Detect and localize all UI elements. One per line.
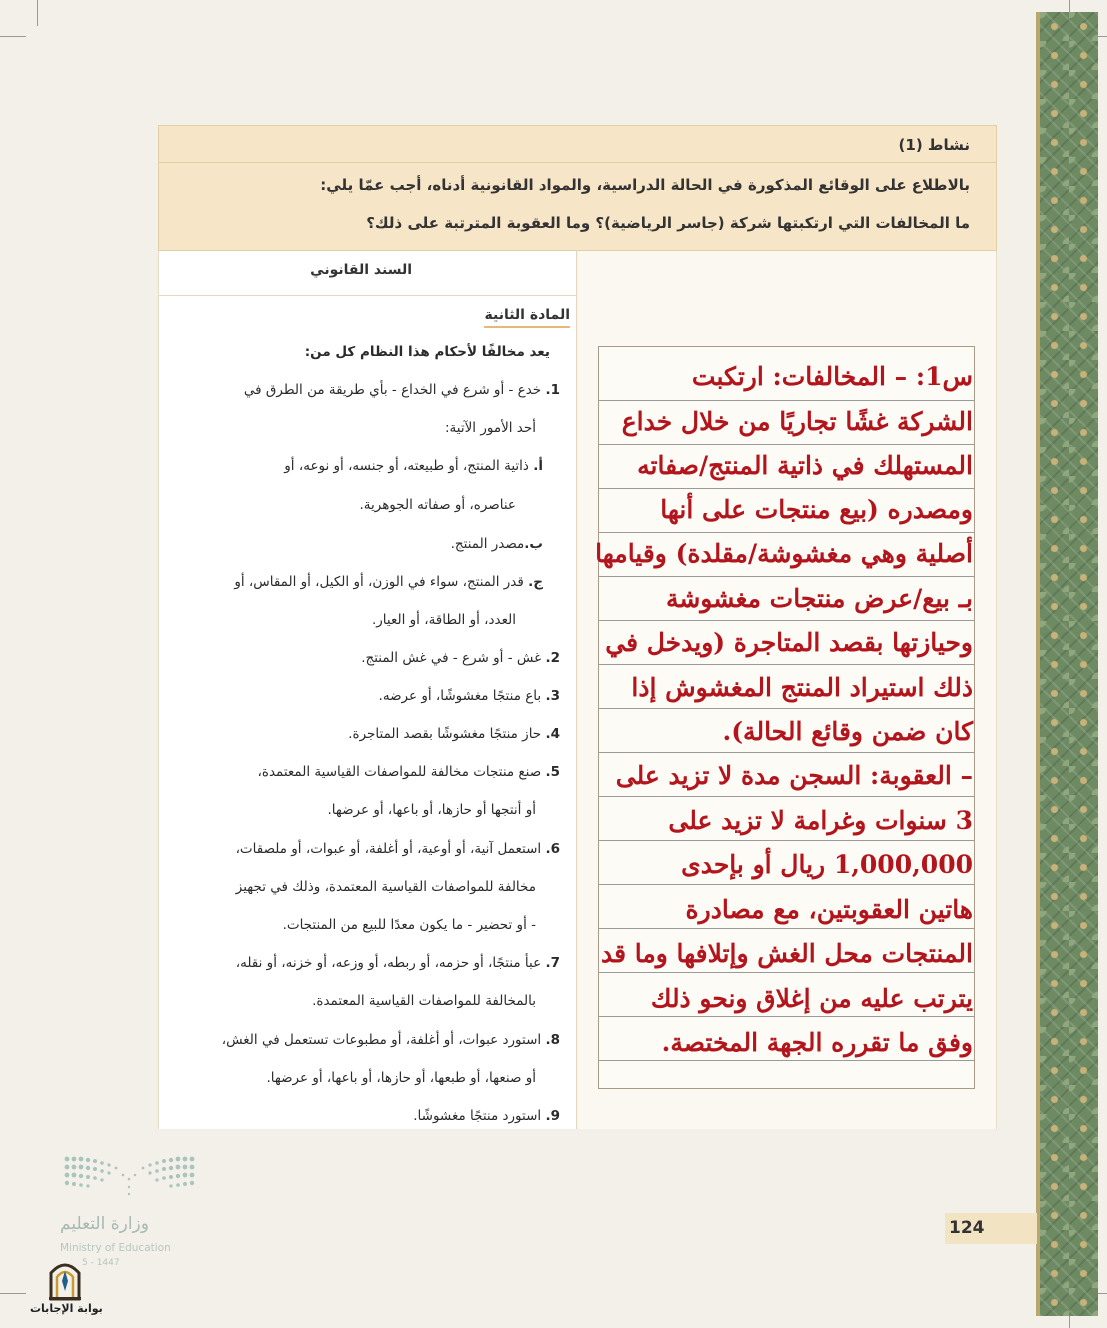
legal-reference-header: السند القانوني: [159, 251, 577, 296]
answer-line: المنتجات محل الغش وإتلافها وما قد: [600, 939, 973, 968]
answer-line: – العقوبة: السجن مدة لا تزيد على: [615, 761, 973, 790]
crop-mark: [0, 1293, 26, 1294]
legal-item: 8. استورد عبوات، أو أغلفة، أو مطبوعات تستعمل في الغش،: [221, 1032, 560, 1048]
legal-intro: يعد مخالفًا لأحكام هذا النظام كل من:: [304, 344, 550, 360]
answer-line: 1,000,000 ريال أو بإحدى: [681, 850, 973, 879]
legal-item-cont: أو أنتجها أو حازها، أو باعها، أو عرضها.: [327, 802, 536, 818]
answer-line: كان ضمن وقائع الحالة).: [722, 717, 973, 746]
answer-line: ومصدره (بيع منتجات على أنها: [660, 495, 973, 524]
legal-item: 4. حاز منتجًا مغشوشًا بقصد المتاجرة.: [348, 726, 560, 742]
answer-line: يترتب عليه من إغلاق ونحو ذلك: [650, 984, 973, 1013]
answer-line: الشركة غشًا تجاريًا من خلال خداع: [621, 407, 973, 436]
legal-item-cont: بالمخالفة للمواصفات القياسية المعتمدة.: [312, 993, 536, 1009]
answer-line: 3 سنوات وغرامة لا تزيد على: [668, 806, 973, 835]
answer-line: ذلك استيراد المنتج المغشوش إذا: [631, 673, 973, 702]
answer-line: وفق ما تقرره الجهة المختصة.: [661, 1028, 973, 1057]
legal-item: 3. باع منتجًا مغشوشًا، أو عرضه.: [378, 688, 560, 704]
decorative-border: [1040, 12, 1098, 1316]
crop-mark: [0, 36, 26, 37]
legal-subitem-cont: العدد، أو الطاقة، أو العيار.: [371, 612, 516, 628]
legal-item: 2. غش - أو شرع - في غش المنتج.: [361, 650, 560, 666]
answer-line: أصلية وهي مغشوشة/مقلدة) وقيامها: [595, 539, 973, 568]
legal-subitem: ب.مصدر المنتج.: [450, 536, 543, 552]
legal-item: 9. استورد منتجًا مغشوشًا.: [413, 1108, 560, 1124]
activity-instruction: بالاطلاع على الوقائع المذكورة في الحالة الدراسية، والمواد القانونية أدناه، أجب عمّا يلي:: [320, 176, 970, 194]
legal-item: 1. خدع - أو شرع في الخداع - بأي طريقة من الطرق في: [243, 382, 560, 398]
article-title: المادة الثانية: [484, 307, 570, 328]
ministry-name: وزارة التعليم: [60, 1214, 149, 1234]
portal-logo-icon: [45, 1255, 85, 1301]
legal-item-cont: أو صنعها، أو طبعها، أو حازها، أو باعها، أو عرضها.: [266, 1070, 536, 1086]
page-number: 124: [945, 1213, 1037, 1244]
activity-title: نشاط (1): [898, 136, 970, 154]
ministry-year: 5 - 1447: [82, 1258, 120, 1268]
legal-subitem-cont: عناصره، أو صفاته الجوهرية.: [359, 497, 516, 513]
answer-line: هاتين العقوبتين، مع مصادرة: [685, 895, 973, 924]
legal-item: 6. استعمل آنية، أو أوعية، أو أغلفة، أو عبوات، أو ملصقات،: [235, 841, 560, 857]
crop-mark: [37, 0, 38, 26]
answer-line: بـ بيع/عرض منتجات مغشوشة: [665, 584, 973, 613]
divider: [159, 162, 996, 163]
legal-subitem: ج. قدر المنتج، سواء في الوزن، أو الكيل، أو المقاس، أو: [234, 574, 543, 590]
legal-item: 5. صنع منتجات مخالفة للمواصفات القياسية المعتمدة،: [257, 764, 560, 780]
ministry-logo-icon: [63, 1155, 196, 1197]
legal-subitem: أ. ذاتية المنتج، أو طبيعته، أو جنسه، أو نوعه، أو: [284, 458, 543, 474]
activity-question: ما المخالفات التي ارتكبتها شركة (جاسر الرياضية)؟ وما العقوبة المترتبة على ذلك؟: [366, 214, 970, 232]
portal-name: بوابة الإجابات: [30, 1302, 103, 1315]
activity-header: [158, 125, 997, 251]
legal-item-cont: - أو تحضير - ما يكون معدًا للبيع من المنتجات.: [282, 917, 536, 933]
ministry-name-en: Ministry of Education: [60, 1242, 171, 1254]
legal-item: 7. عبأ منتجًا، أو حزمه، أو ربطه، أو وزعه، أو خزنه، أو نقله،: [235, 955, 560, 971]
answer-line: المستهلك في ذاتية المنتج/صفاته: [637, 451, 973, 480]
answer-line: وحيازتها بقصد المتاجرة (ويدخل في: [605, 628, 973, 657]
legal-item-cont: أحد الأمور الآتية:: [444, 420, 536, 436]
answer-line: س1: – المخالفات: ارتكبت: [691, 362, 973, 391]
legal-item-cont: مخالفة للمواصفات القياسية المعتمدة، وذلك في تجهيز: [235, 879, 536, 895]
